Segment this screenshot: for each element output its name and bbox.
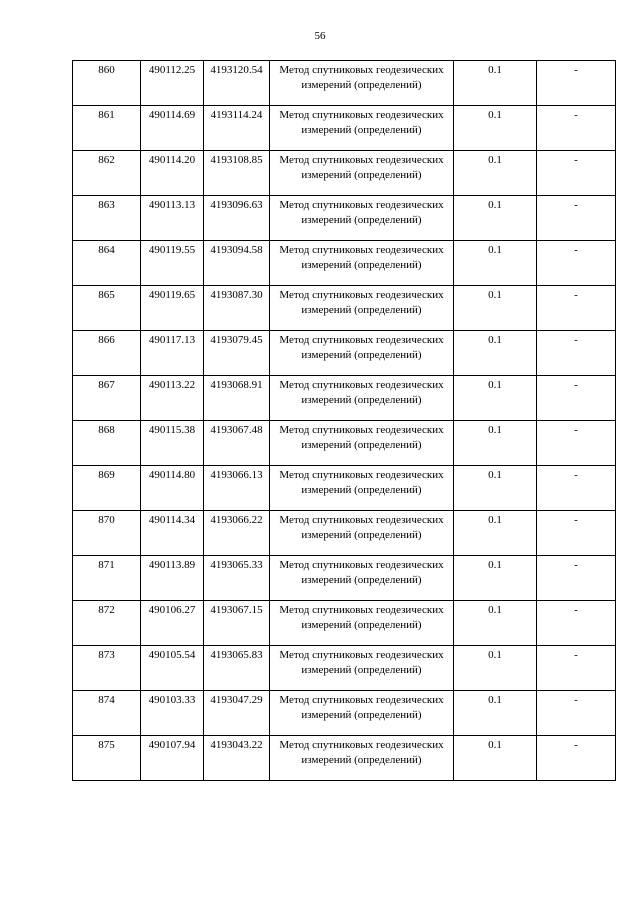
point-number-cell: 863 <box>73 196 141 241</box>
note-cell: - <box>537 466 616 511</box>
note-cell: - <box>537 601 616 646</box>
accuracy-cell: 0.1 <box>454 691 537 736</box>
method-cell: Метод спутниковых геодезических измерений (определений) <box>270 286 454 331</box>
point-number-cell: 866 <box>73 331 141 376</box>
table-row <box>73 511 616 556</box>
point-number-cell: 868 <box>73 421 141 466</box>
method-cell: Метод спутниковых геодезических измерений (определений) <box>270 241 454 286</box>
point-number-cell: 871 <box>73 556 141 601</box>
x-coordinate-cell: 490103.33 <box>141 691 204 736</box>
point-number-cell: 874 <box>73 691 141 736</box>
note-cell: - <box>537 556 616 601</box>
x-coordinate-cell: 490117.13 <box>141 331 204 376</box>
y-coordinate-cell: 4193114.24 <box>204 106 270 151</box>
y-coordinate-cell: 4193066.13 <box>204 466 270 511</box>
point-number-cell: 867 <box>73 376 141 421</box>
x-coordinate-cell: 490114.69 <box>141 106 204 151</box>
accuracy-cell: 0.1 <box>454 241 537 286</box>
method-cell: Метод спутниковых геодезических измерений (определений) <box>270 691 454 736</box>
accuracy-cell: 0.1 <box>454 286 537 331</box>
y-coordinate-cell: 4193067.15 <box>204 601 270 646</box>
method-cell: Метод спутниковых геодезических измерений (определений) <box>270 421 454 466</box>
y-coordinate-cell: 4193043.22 <box>204 736 270 781</box>
note-cell: - <box>537 196 616 241</box>
note-cell: - <box>537 61 616 106</box>
x-coordinate-cell: 490105.54 <box>141 646 204 691</box>
page-number: 56 <box>314 30 326 42</box>
x-coordinate-cell: 490114.80 <box>141 466 204 511</box>
table-row <box>73 736 616 781</box>
accuracy-cell: 0.1 <box>454 196 537 241</box>
table-row <box>73 376 616 421</box>
accuracy-cell: 0.1 <box>454 511 537 556</box>
y-coordinate-cell: 4193065.83 <box>204 646 270 691</box>
coordinates-table <box>72 60 616 781</box>
table-body <box>73 61 616 781</box>
note-cell: - <box>537 331 616 376</box>
x-coordinate-cell: 490113.22 <box>141 376 204 421</box>
point-number-cell: 870 <box>73 511 141 556</box>
note-cell: - <box>537 151 616 196</box>
x-coordinate-cell: 490113.89 <box>141 556 204 601</box>
y-coordinate-cell: 4193087.30 <box>204 286 270 331</box>
table-row <box>73 241 616 286</box>
accuracy-cell: 0.1 <box>454 421 537 466</box>
table-row <box>73 421 616 466</box>
note-cell: - <box>537 241 616 286</box>
x-coordinate-cell: 490114.34 <box>141 511 204 556</box>
y-coordinate-cell: 4193120.54 <box>204 61 270 106</box>
accuracy-cell: 0.1 <box>454 61 537 106</box>
method-cell: Метод спутниковых геодезических измерений (определений) <box>270 511 454 556</box>
point-number-cell: 875 <box>73 736 141 781</box>
note-cell: - <box>537 106 616 151</box>
point-number-cell: 873 <box>73 646 141 691</box>
y-coordinate-cell: 4193096.63 <box>204 196 270 241</box>
method-cell: Метод спутниковых геодезических измерений (определений) <box>270 151 454 196</box>
table-row <box>73 691 616 736</box>
y-coordinate-cell: 4193079.45 <box>204 331 270 376</box>
y-coordinate-cell: 4193108.85 <box>204 151 270 196</box>
table-row <box>73 61 616 106</box>
x-coordinate-cell: 490113.13 <box>141 196 204 241</box>
table-row <box>73 106 616 151</box>
note-cell: - <box>537 646 616 691</box>
point-number-cell: 872 <box>73 601 141 646</box>
table-row <box>73 331 616 376</box>
y-coordinate-cell: 4193068.91 <box>204 376 270 421</box>
y-coordinate-cell: 4193047.29 <box>204 691 270 736</box>
method-cell: Метод спутниковых геодезических измерений (определений) <box>270 61 454 106</box>
method-cell: Метод спутниковых геодезических измерений (определений) <box>270 466 454 511</box>
table-row <box>73 601 616 646</box>
accuracy-cell: 0.1 <box>454 556 537 601</box>
method-cell: Метод спутниковых геодезических измерений (определений) <box>270 736 454 781</box>
method-cell: Метод спутниковых геодезических измерений (определений) <box>270 106 454 151</box>
table-row <box>73 556 616 601</box>
accuracy-cell: 0.1 <box>454 106 537 151</box>
x-coordinate-cell: 490119.55 <box>141 241 204 286</box>
method-cell: Метод спутниковых геодезических измерений (определений) <box>270 556 454 601</box>
y-coordinate-cell: 4193094.58 <box>204 241 270 286</box>
x-coordinate-cell: 490107.94 <box>141 736 204 781</box>
accuracy-cell: 0.1 <box>454 376 537 421</box>
x-coordinate-cell: 490112.25 <box>141 61 204 106</box>
accuracy-cell: 0.1 <box>454 601 537 646</box>
method-cell: Метод спутниковых геодезических измерений (определений) <box>270 646 454 691</box>
accuracy-cell: 0.1 <box>454 736 537 781</box>
note-cell: - <box>537 691 616 736</box>
method-cell: Метод спутниковых геодезических измерений (определений) <box>270 196 454 241</box>
note-cell: - <box>537 376 616 421</box>
y-coordinate-cell: 4193067.48 <box>204 421 270 466</box>
accuracy-cell: 0.1 <box>454 331 537 376</box>
x-coordinate-cell: 490106.27 <box>141 601 204 646</box>
method-cell: Метод спутниковых геодезических измерений (определений) <box>270 331 454 376</box>
x-coordinate-cell: 490115.38 <box>141 421 204 466</box>
note-cell: - <box>537 511 616 556</box>
table-row <box>73 286 616 331</box>
y-coordinate-cell: 4193065.33 <box>204 556 270 601</box>
method-cell: Метод спутниковых геодезических измерений (определений) <box>270 376 454 421</box>
accuracy-cell: 0.1 <box>454 466 537 511</box>
point-number-cell: 860 <box>73 61 141 106</box>
table-row <box>73 151 616 196</box>
x-coordinate-cell: 490119.65 <box>141 286 204 331</box>
y-coordinate-cell: 4193066.22 <box>204 511 270 556</box>
table-row <box>73 196 616 241</box>
table-row <box>73 466 616 511</box>
x-coordinate-cell: 490114.20 <box>141 151 204 196</box>
note-cell: - <box>537 286 616 331</box>
point-number-cell: 869 <box>73 466 141 511</box>
point-number-cell: 861 <box>73 106 141 151</box>
table-row <box>73 646 616 691</box>
point-number-cell: 862 <box>73 151 141 196</box>
point-number-cell: 865 <box>73 286 141 331</box>
note-cell: - <box>537 421 616 466</box>
accuracy-cell: 0.1 <box>454 151 537 196</box>
accuracy-cell: 0.1 <box>454 646 537 691</box>
note-cell: - <box>537 736 616 781</box>
point-number-cell: 864 <box>73 241 141 286</box>
method-cell: Метод спутниковых геодезических измерений (определений) <box>270 601 454 646</box>
